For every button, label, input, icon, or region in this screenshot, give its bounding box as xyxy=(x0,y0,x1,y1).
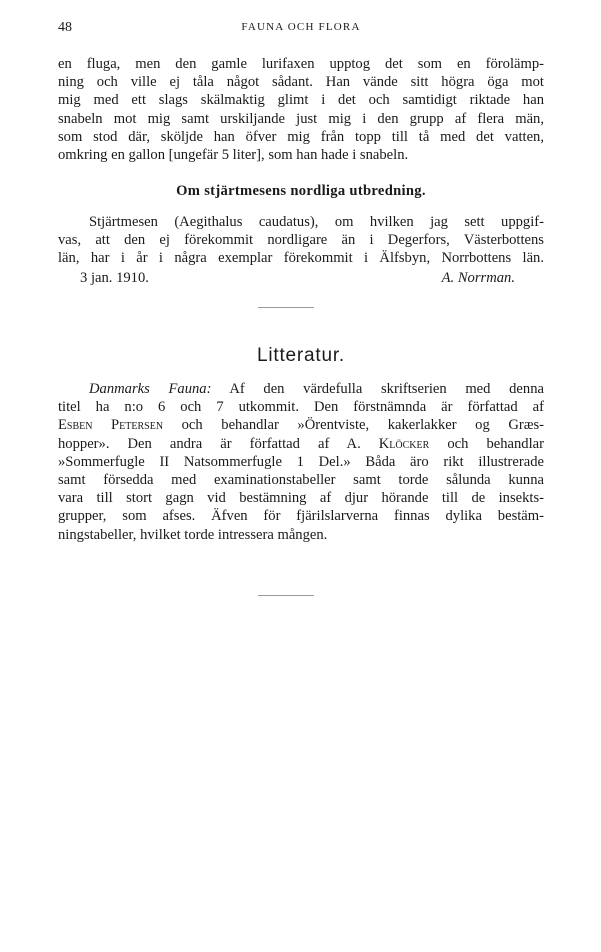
text-line xyxy=(58,435,544,453)
text-line: en fluga, men den gamle lurifaxen upptog det som en förolämp- xyxy=(58,56,544,72)
running-head xyxy=(58,20,544,38)
text-line: samt försedda med examinationstabeller samt torde sålunda kunna xyxy=(58,471,544,488)
running-title: FAUNA OCH FLORA xyxy=(241,21,361,33)
author-name: Esben Petersen xyxy=(58,417,164,434)
text-line: »Sommerfugle II Natsommerfugle 1 Del.» Båda äro rikt illustrerade xyxy=(58,453,544,470)
long-tailed-tit-paragraph xyxy=(58,213,544,268)
literature-paragraph xyxy=(58,380,544,544)
text-line: mig med ett slags skälmaktig glimt i det och samtidigt riktade han xyxy=(58,92,544,109)
text-line: län, har i år i några exemplar förekommit i Älfsbyn, Norrbottens län. xyxy=(58,250,544,267)
text-line: omkring en gallon [ungefär 5 liter], som han hade i snabeln. xyxy=(58,146,409,163)
text-line: titel ha n:o 6 och 7 utkommit. Den förstnämnda är författad af xyxy=(58,399,544,416)
text-line: grupper, som afses. Äfven för fjärilslarverna finnas dylika bestäm- xyxy=(58,508,544,525)
text-line xyxy=(58,380,544,398)
text-line: som stod där, sköljde han öfver mig från topp till tå med det vatten, xyxy=(58,128,544,145)
text-line: ning och ville ej tåla något sådant. Han vände sitt högra öga mot xyxy=(58,74,544,91)
text-line: snabeln mot mig samt urskiljande just mig i den grupp af flera män, xyxy=(58,110,544,127)
author-name: Klöcker xyxy=(378,435,430,452)
note-date: 3 jan. 1910. xyxy=(80,270,149,286)
signature-line xyxy=(80,270,515,288)
text-line: Stjärtmesen (Aegithalus caudatus), om hvilken jag sett uppgif- xyxy=(89,214,544,230)
text-line: vas, att den ej förekommit nordligare än i Degerfors, Västerbottens xyxy=(58,232,544,249)
elephant-anecdote-paragraph xyxy=(58,55,544,164)
page-number: 48 xyxy=(58,20,72,35)
text-line: vara till stort gagn vid bestämning af djur hörande till de insekts- xyxy=(58,490,544,507)
text-run: och behandlar xyxy=(429,435,544,452)
end-divider xyxy=(258,595,314,596)
text-line xyxy=(58,416,544,434)
text-run: och behandlar »Örentviste, kakerlakker og Græs- xyxy=(163,417,544,434)
note-author: A. Norrman. xyxy=(441,270,515,286)
section-divider xyxy=(258,307,314,308)
text-run: Af den värdefulla skriftserien med denna xyxy=(211,381,544,397)
text-run: hopper». Den andra är författad af A. xyxy=(58,435,379,452)
chapter-heading: Litteratur. xyxy=(256,345,345,366)
work-title: Danmarks Fauna: xyxy=(89,381,212,397)
text-line: ningstabeller, hvilket torde intressera mången. xyxy=(58,526,328,543)
section-heading: Om stjärtmesens nordliga utbredning. xyxy=(176,183,426,199)
